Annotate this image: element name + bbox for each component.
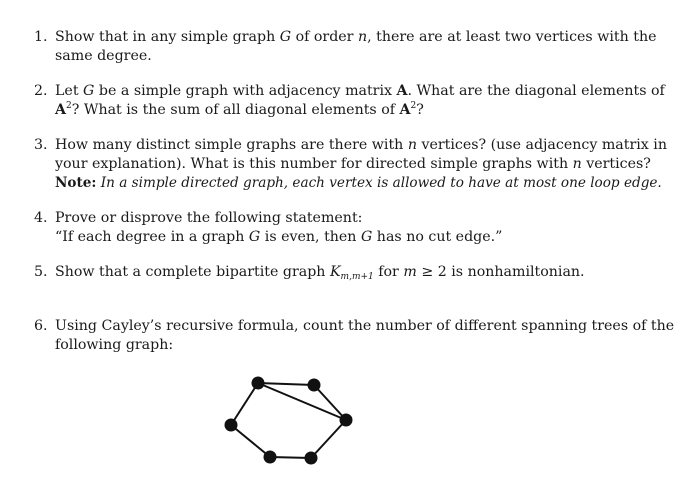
problem-text-line: Prove or disprove the following statement:	[55, 210, 363, 226]
problem-text-line: Show that in any simple graph G of order n, there are at least two vertices with the	[55, 29, 657, 45]
problem-text-line: Show that a complete bipartite graph $K_{m,m+1}$ for m ≥ 2 is nonhamiltonian.	[55, 264, 585, 282]
problem-number: 5.	[34, 264, 48, 280]
graph-edge-a-c	[258, 383, 346, 420]
graph-vertex-f	[305, 452, 318, 465]
problem-number: 1.	[34, 29, 48, 45]
graph-edge-a-d	[231, 383, 258, 425]
graph-vertex-c	[340, 414, 353, 427]
problem-number: 4.	[34, 210, 48, 226]
problem-text-line: Let G be a simple graph with adjacency matrix A. What are the diagonal elements of	[55, 83, 665, 99]
graph-edge-b-c	[314, 385, 346, 420]
problem-quote-line: “If each degree in a graph G is even, then G has no cut edge.”	[55, 229, 503, 245]
graph-vertex-e	[264, 451, 277, 464]
problem-text-line: $A^2$? What is the sum of all diagonal elements of $A^2$?	[55, 101, 424, 118]
problem-number: 3.	[34, 137, 48, 153]
graph-edge-a-b	[258, 383, 314, 385]
problem-number: 6.	[34, 318, 48, 334]
graph-vertex-a	[252, 377, 265, 390]
note-label: Note:	[55, 175, 97, 191]
problem-text-line: your explanation). What is this number for directed simple graphs with n vertices?	[55, 156, 651, 172]
problem-text-line: Using Cayley’s recursive formula, count the number of different spanning trees of the	[55, 318, 675, 334]
problem-text-line: same degree.	[55, 48, 152, 64]
graph-edge-f-c	[311, 420, 346, 458]
problem-text-line: following graph:	[55, 337, 174, 353]
graph-vertex-b	[308, 379, 321, 392]
graph-edge-d-e	[231, 425, 270, 457]
problem-text-line: How many distinct simple graphs are there with n vertices? (use adjacency matrix in	[55, 137, 667, 153]
problem-number: 2.	[34, 83, 48, 99]
problem-note-line: Note: In a simple directed graph, each vertex is allowed to have at most one loop edge.	[55, 175, 662, 191]
graph-vertex-d	[225, 419, 238, 432]
